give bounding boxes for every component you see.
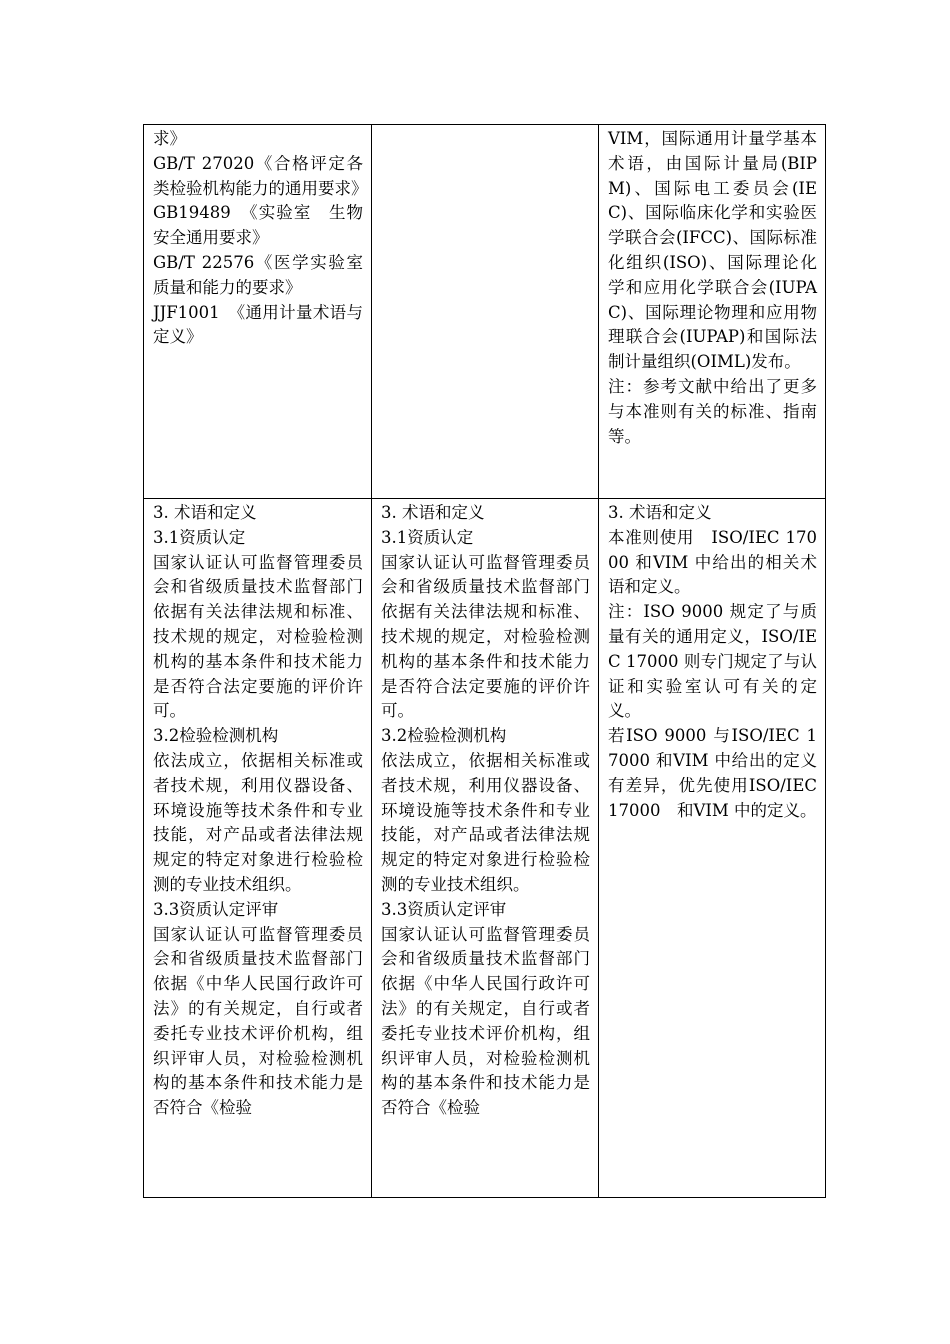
term-heading: 3.1资质认定 (153, 527, 246, 547)
row2-col1-cell (144, 499, 372, 1198)
paragraph: 依法成立，依据相关标准或者技术规，利用仪器设备、环境设施等技术条件和专业技能，对产品或者法律法规规定的特定对象进行检验检测的专业技术组织。 (153, 750, 363, 894)
row1-col1-cell (144, 125, 372, 499)
table-row (144, 499, 826, 1198)
section-heading: 3. 术语和定义 (608, 503, 712, 522)
paragraph: 国家认证认可监督管理委员会和省级质量技术监督部门依据有关法律法规和标准、技术规的规定，对检验检测机构的基本条件和技术能力是否符合法定要施的评价许可。 (153, 552, 363, 721)
paragraph: 国家认证认可监督管理委员会和省级质量技术监督部门依据《中华人民国行政许可法》的有关规定，自行或者委托专业技术评价机构，组织评审人员，对检验检测机构的基本条件和技术能力是否符合《检验 (153, 924, 363, 1118)
note: 注：ISO 9000 规定了与质量有关的通用定义，ISO/IEC 17000 则专门规定了与认证和实验室认可有关的定义。 (608, 602, 817, 721)
paragraph: GB/T 22576《医学实验室质量和能力的要求》 (153, 252, 363, 297)
paragraph: 国家认证认可监督管理委员会和省级质量技术监督部门依据《中华人民国行政许可法》的有关规定，自行或者委托专业技术评价机构，组织评审人员，对检验检测机构的基本条件和技术能力是否符合《检验 (381, 924, 590, 1118)
term-heading: 3.3资质认定评审 (381, 899, 507, 919)
section-heading: 3. 术语和定义 (153, 503, 257, 522)
row2-col3-cell (599, 499, 826, 1198)
section-heading: 3. 术语和定义 (381, 503, 485, 522)
row2-col2-cell (372, 499, 599, 1198)
paragraph: JJF1001 《通用计量术语与定义》 (153, 302, 363, 347)
paragraph: 注：参考文献中给出了更多与本准则有关的标准、指南等。 (608, 376, 817, 446)
row1-col3-cell (599, 125, 826, 499)
comparison-table (143, 124, 826, 1198)
paragraph: GB/T 27020《合格评定各类检验机构能力的通用要求》 (153, 153, 368, 198)
paragraph: 国家认证认可监督管理委员会和省级质量技术监督部门依据有关法律法规和标准、技术规的规定，对检验检测机构的基本条件和技术能力是否符合法定要施的评价许可。 (381, 552, 590, 721)
table-row (144, 125, 826, 499)
paragraph: VIM，国际通用计量学基本术语，由国际计量局(BIPM)、国际电工委员会(IEC)、国际临床化学和实验医学联合会(IFCC)、国际标准化组织(ISO)、国际理论化学和应用化学联合会(IUPAC)、国际理论物理和应用物理联合会(IUPAP)和国际法制计量组织(OIML)发布。 (608, 129, 817, 372)
paragraph: GB19489 《实验室 生物安全通用要求》 (153, 203, 363, 248)
term-heading: 3.2检验检测机构 (381, 726, 507, 746)
term-heading: 3.1资质认定 (381, 527, 474, 547)
paragraph: 若ISO 9000 与ISO/IEC 17000 和VIM 中给出的定义有差异，优先使用ISO/IEC 17000 和VIM 中的定义。 (608, 726, 817, 820)
paragraph: 依法成立，依据相关标准或者技术规，利用仪器设备、环境设施等技术条件和专业技能，对产品或者法律法规规定的特定对象进行检验检测的专业技术组织。 (381, 750, 590, 894)
term-heading: 3.2检验检测机构 (153, 726, 279, 746)
term-heading: 3.3资质认定评审 (153, 899, 279, 919)
paragraph: 求》 (153, 129, 186, 148)
paragraph: 本准则使用 ISO/IEC 17000 和VIM 中给出的相关术语和定义。 (608, 527, 817, 597)
row1-col2-cell (372, 125, 599, 499)
